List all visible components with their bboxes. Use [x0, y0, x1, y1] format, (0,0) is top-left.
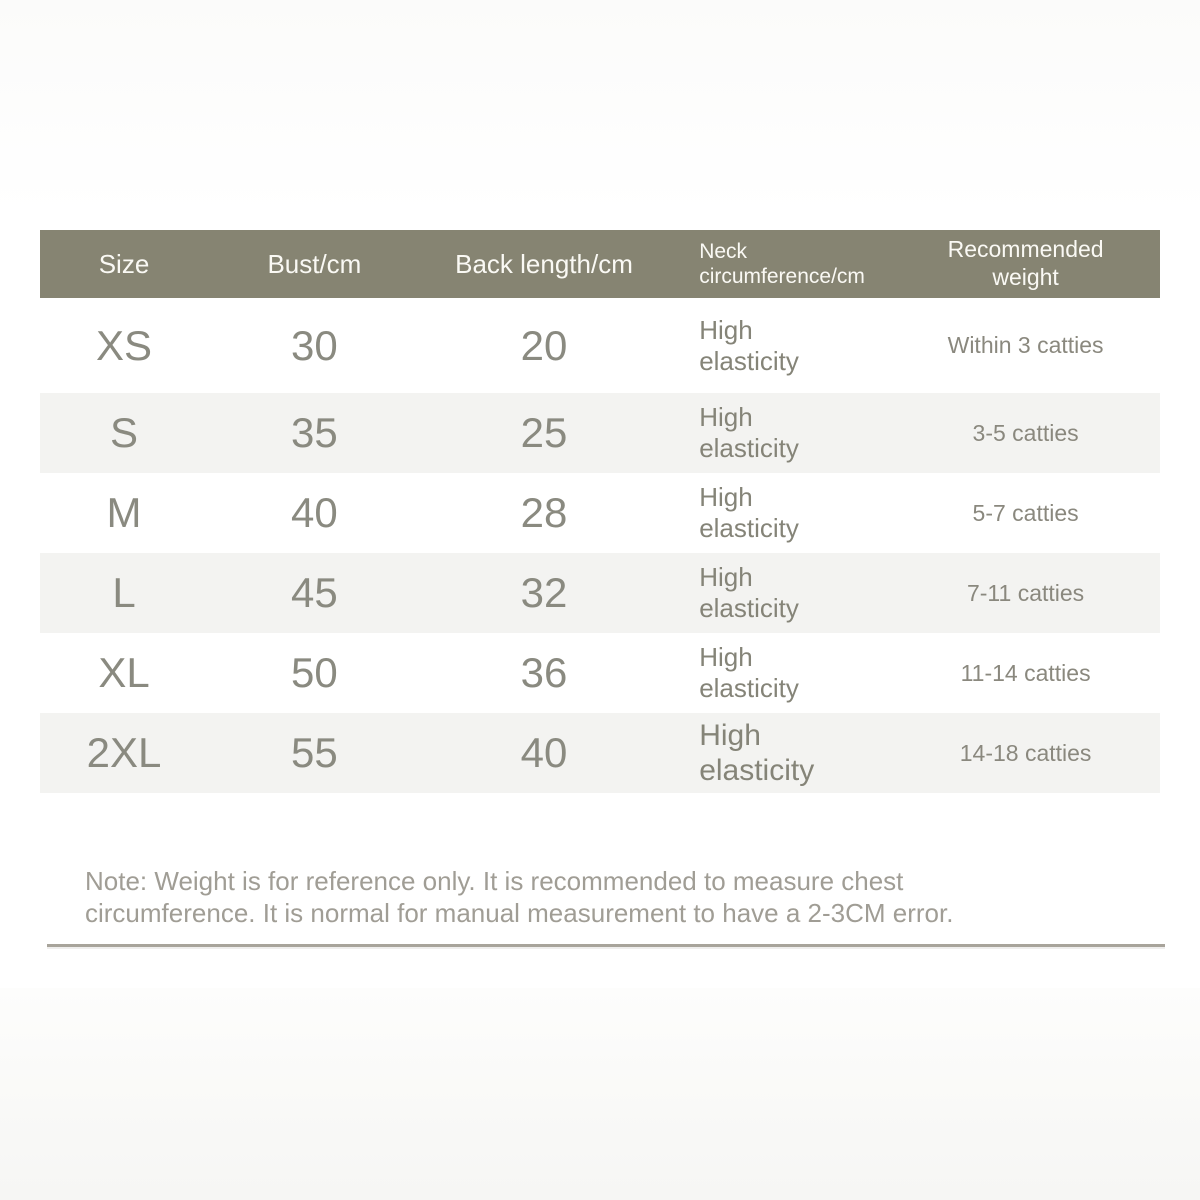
size-cell: 2XL [86, 729, 162, 776]
top-background-wash [0, 0, 1200, 215]
table-row [40, 298, 1160, 393]
back-length-cell: 32 [520, 569, 568, 616]
table-row [40, 473, 1160, 553]
table-header-row [40, 230, 1160, 298]
column-header-weight-label: Recommended weight [947, 236, 1104, 290]
bottom-background-wash [0, 988, 1200, 1200]
neck-cell-text: High elasticity [699, 482, 799, 543]
neck-cell-text: High elasticity [699, 314, 799, 376]
weight-cell: 14-18 catties [959, 739, 1092, 766]
weight-cell: 5-7 catties [972, 499, 1079, 526]
back-length-cell: 20 [520, 321, 568, 369]
bust-cell: 30 [291, 321, 338, 369]
neck-cell-text: High elasticity [699, 642, 799, 703]
weight-cell: 3-5 catties [972, 419, 1079, 446]
bust-cell: 55 [291, 729, 338, 776]
table-row [40, 713, 1160, 793]
bust-cell: 35 [291, 409, 338, 456]
bust-cell: 50 [291, 649, 338, 696]
neck-cell [667, 482, 891, 543]
measurement-note: Note: Weight is for reference only. It is recommended to measure chest circumference. It is normal for manual measurement to have a 2-3CM error. [85, 866, 954, 928]
neck-cell-text: High elasticity [699, 402, 799, 463]
neck-cell [667, 402, 891, 463]
neck-cell [667, 562, 891, 623]
neck-cell [667, 315, 891, 376]
column-header-neck-circumference [667, 239, 891, 289]
size-chart-table [40, 230, 1160, 793]
table-row [40, 393, 1160, 473]
column-header-recommended-weight [891, 236, 1160, 291]
size-cell: XL [98, 649, 150, 696]
size-cell: L [112, 569, 136, 616]
back-length-cell: 25 [520, 409, 568, 456]
bust-cell: 40 [291, 489, 338, 536]
column-header-size: Size [98, 248, 150, 279]
weight-cell: 11-14 catties [960, 659, 1091, 686]
column-header-neck-label: Neck circumference/cm [699, 239, 865, 288]
back-length-cell: 36 [520, 649, 568, 696]
size-cell: XS [95, 321, 153, 369]
size-cell: S [109, 409, 138, 456]
back-length-cell: 40 [520, 729, 568, 776]
neck-cell [667, 642, 891, 703]
neck-cell-text: High elasticity [699, 562, 799, 623]
bust-cell: 45 [291, 569, 338, 616]
weight-cell: 7-11 catties [966, 579, 1085, 606]
column-header-bust: Bust/cm [267, 248, 362, 279]
table-row [40, 553, 1160, 633]
table-row [40, 633, 1160, 713]
size-cell: M [106, 489, 142, 536]
column-header-back-length: Back length/cm [455, 248, 633, 279]
weight-cell: Within 3 catties [947, 332, 1104, 358]
bottom-divider-line [47, 944, 1165, 947]
table-body [40, 298, 1160, 793]
neck-cell [667, 718, 891, 789]
neck-cell-text: High elasticity [699, 718, 815, 787]
back-length-cell: 28 [520, 489, 568, 536]
